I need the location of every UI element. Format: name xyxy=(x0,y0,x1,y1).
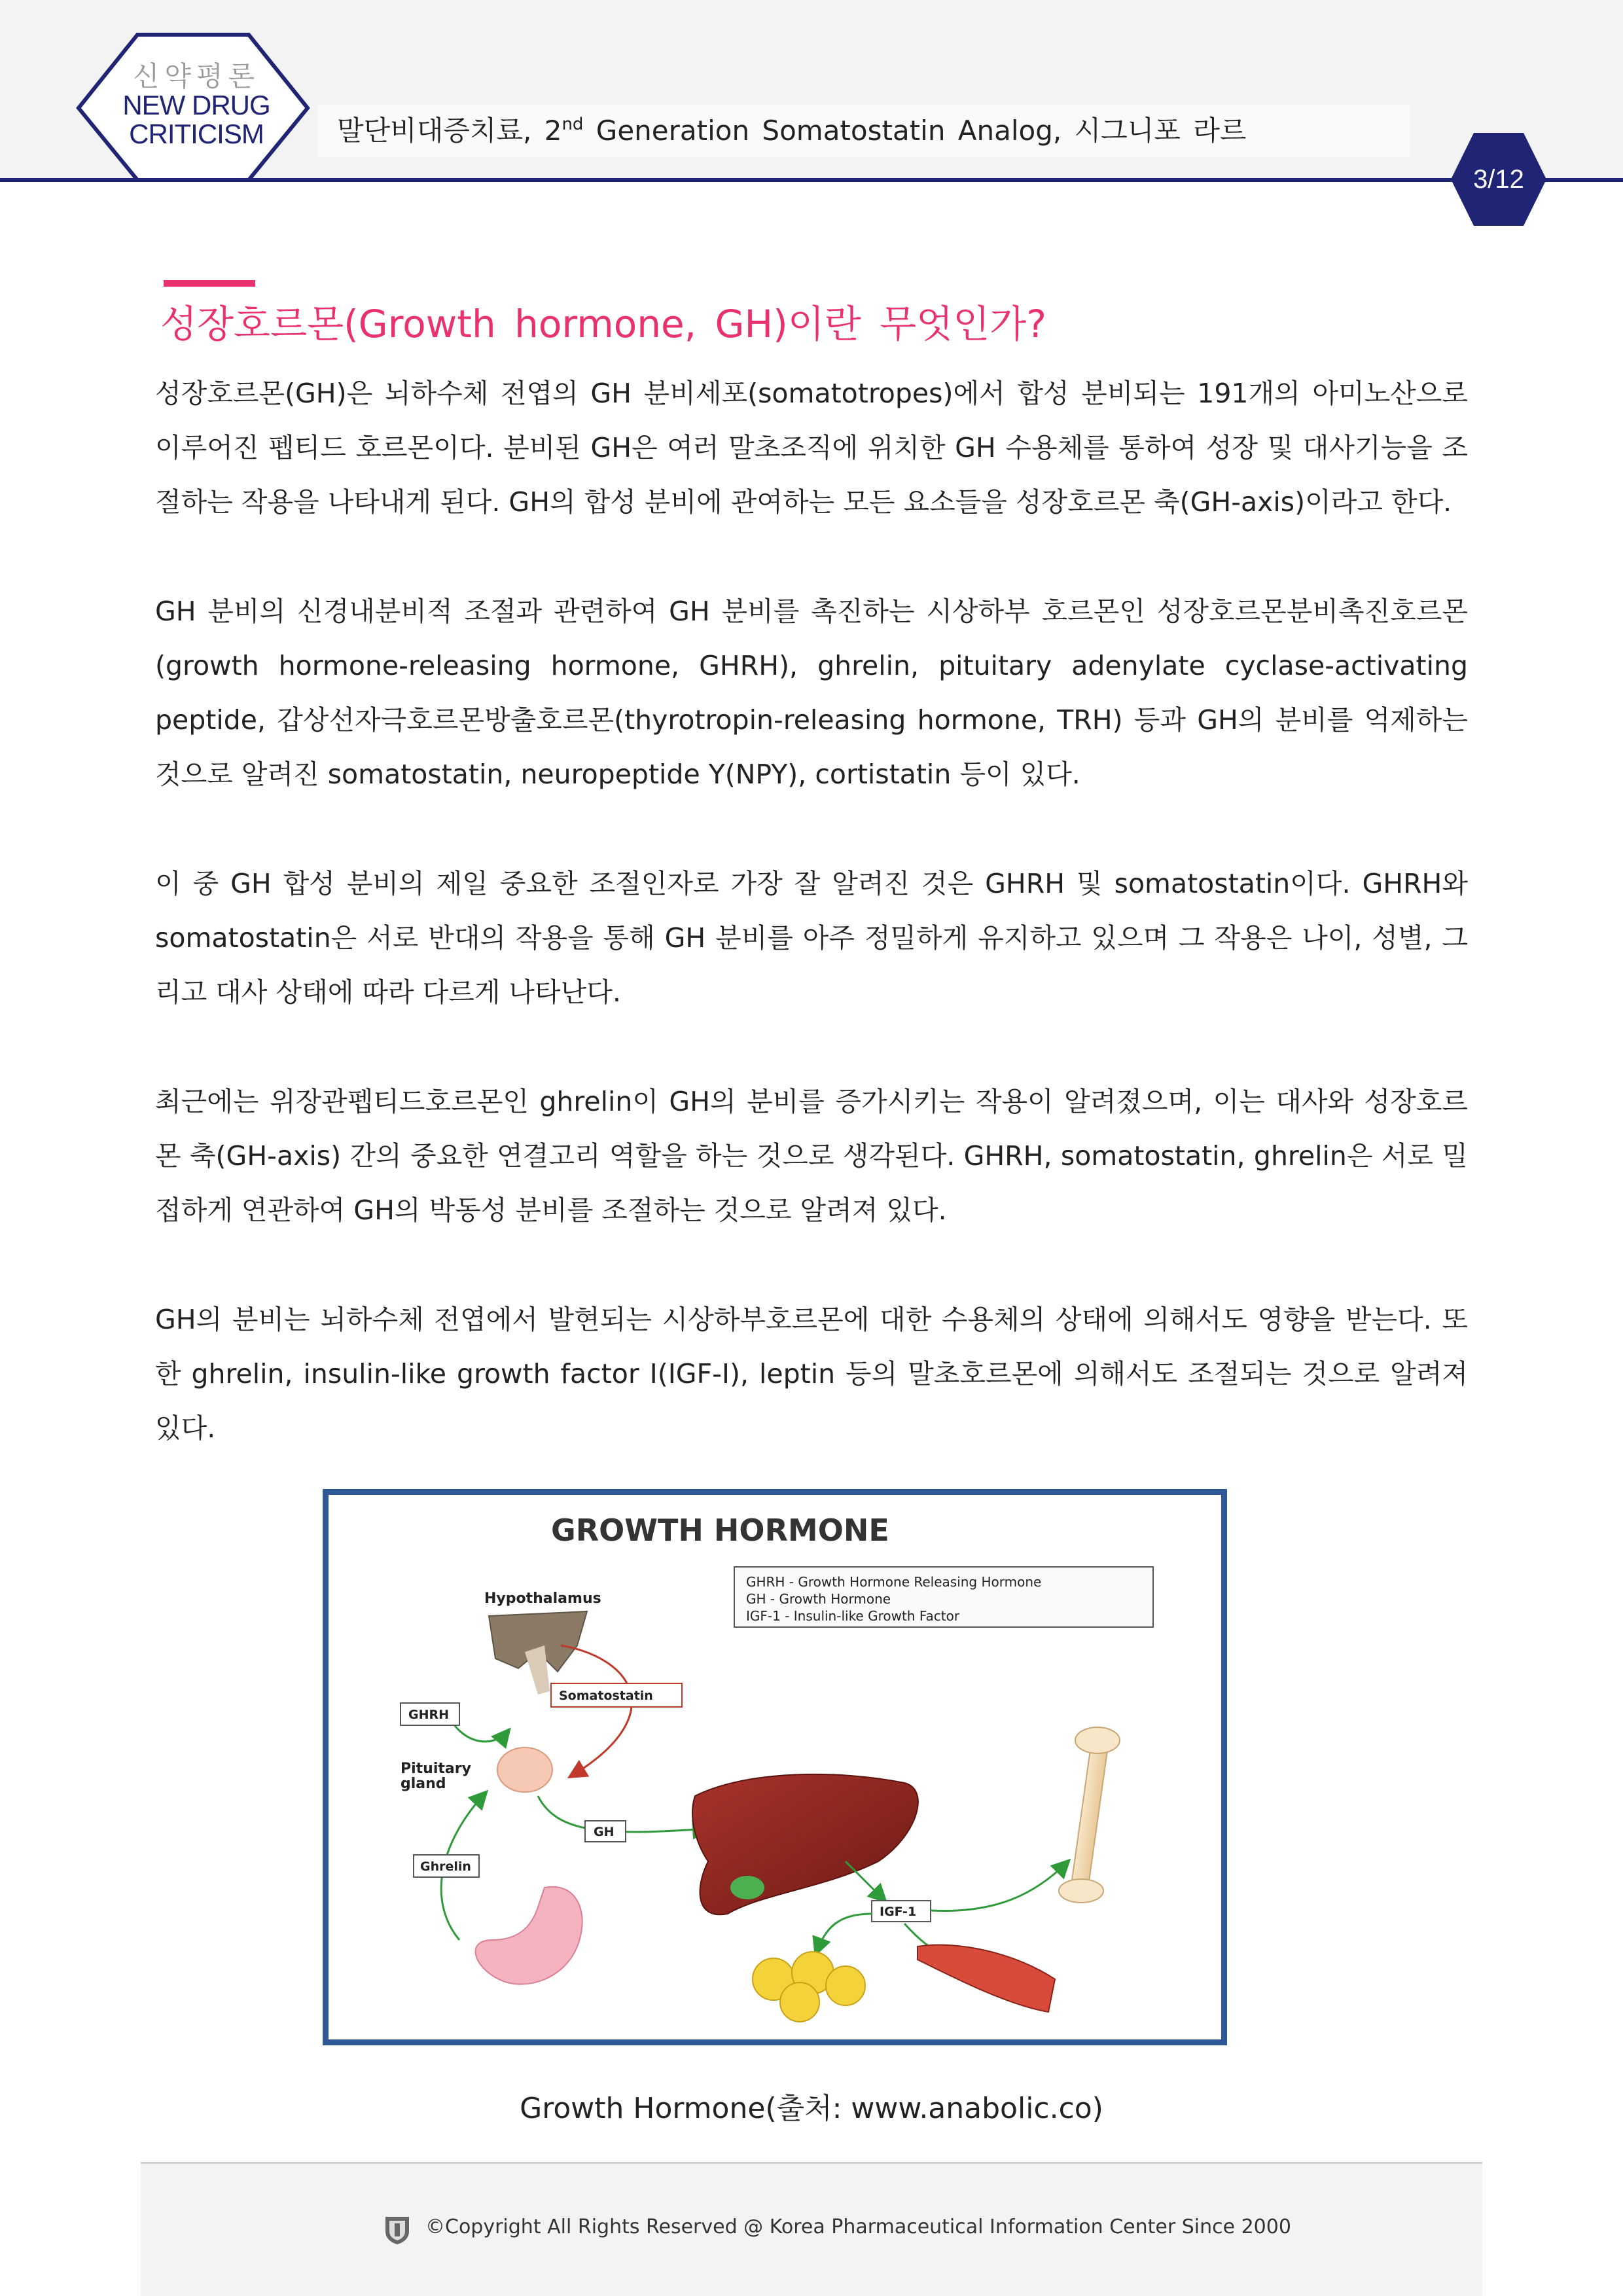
legend-item-ghrh: GHRH - Growth Hormone Releasing Hormone xyxy=(746,1574,1042,1590)
igf1-to-bone-arrow xyxy=(931,1861,1068,1911)
label-gh: GH xyxy=(594,1825,615,1839)
body-text xyxy=(155,367,1468,1511)
legend-item-igf1: IGF-1 - Insulin-like Growth Factor xyxy=(746,1608,960,1624)
header-title-superscript: nd xyxy=(562,115,584,134)
label-pituitary-line1: Pituitary xyxy=(401,1761,471,1777)
muscle-shape xyxy=(918,1945,1055,2012)
header-title-post: Generation Somatostatin Analog, 시그니포 라르 xyxy=(583,115,1247,147)
paragraph-1: 성장호르몬(GH)은 뇌하수체 전엽의 GH 분비세포(somatotropes)에서 합성 분비되는 191개의 아미노산으로 이루어진 펩티드 호르몬이다. 분비된 GH은 여러 말초조직에 위치한 GH 수용체를 통하여 성장 및 대사기능을 조절하는 작용을 나타내게 된다. GH의 합성 분비에 관여하는 모든 요소들을 성장호르몬 축(GH-axis)이라고 한다. xyxy=(155,378,1468,518)
pituitary-gland-shape xyxy=(497,1748,552,1792)
label-ghrh: GHRH xyxy=(408,1708,450,1722)
bone-shape xyxy=(1059,1727,1120,1903)
footer-copyright: ©Copyright All Rights Reserved @ Korea Pharmaceutical Information Center Since 2000 xyxy=(425,2215,1291,2238)
label-ghrelin: Ghrelin xyxy=(420,1859,471,1874)
label-hypothalamus: Hypothalamus xyxy=(484,1590,601,1607)
paragraph-5: GH의 분비는 뇌하수체 전엽에서 발현되는 시상하부호르몬에 대한 수용체의 상태에 의해서도 영향을 받는다. 또한 ghrelin, insulin-like growth factor I(IGF-I), leptin 등의 말초호르몬에 의해서도 조절되는 것으로 알려져 있다. xyxy=(155,1304,1468,1444)
section-title: 성장호르몬(Growth hormone, GH)이란 무엇인가? xyxy=(160,302,1047,346)
growth-hormone-diagram xyxy=(329,1495,1221,2039)
legend-item-gh: GH - Growth Hormone xyxy=(746,1591,891,1607)
header-title-pre: 말단비대증치료, 2 xyxy=(337,115,562,147)
somatostatin-arrow xyxy=(561,1645,632,1776)
paragraph-3: 이 중 GH 합성 분비의 제일 중요한 조절인자로 가장 잘 알려진 것은 GHRH 및 somatostatin이다. GHRH와 somatostatin은 서로 반대의 작용을 통해 GH 분비를 아주 정밀하게 유지하고 있으며 그 작용은 나이, 성별, 그리고 대사 상태에 따라 다르게 나타난다. xyxy=(155,868,1468,1008)
logo-korean: 신약평론 xyxy=(132,61,260,92)
page-number: 3/12 xyxy=(1473,165,1524,194)
igf1-to-fat-arrow xyxy=(816,1914,872,1953)
document-header-title xyxy=(317,105,1410,157)
stomach-shape xyxy=(476,1887,582,1984)
figure-title: GROWTH HORMONE xyxy=(551,1513,889,1548)
section-accent-bar xyxy=(164,280,255,287)
figure-caption: Growth Hormone(출처: www.anabolic.co) xyxy=(520,2092,1103,2125)
growth-hormone-figure xyxy=(323,1489,1227,2045)
fat-cells-shape xyxy=(753,1952,865,2022)
paragraph-4: 최근에는 위장관펩티드호르몬인 ghrelin이 GH의 분비를 증가시키는 작용이 알려졌으며, 이는 대사와 성장호르몬 축(GH-axis) 간의 중요한 연결고리 역할을 하는 것으로 생각된다. GHRH, somatostatin, ghrelin은 서로 밀접하게 연관하여 GH의 박동성 분비를 조절하는 것으로 알려져 있다. xyxy=(155,1086,1468,1226)
logo-english-line1: NEW DRUG xyxy=(122,90,270,121)
label-somatostatin: Somatostatin xyxy=(559,1689,653,1703)
logo-english-line2: CRITICISM xyxy=(129,118,264,150)
label-igf1: IGF-1 xyxy=(880,1905,917,1919)
gallbladder-shape xyxy=(730,1876,764,1899)
shield-icon xyxy=(383,2214,412,2246)
label-pituitary-line2: gland xyxy=(401,1776,446,1792)
paragraph-2: GH 분비의 신경내분비적 조절과 관련하여 GH 분비를 촉진하는 시상하부 호르몬인 성장호르몬분비촉진호르몬(growth hormone-releasing hormone, GHRH), ghrelin, pituitary adenylate cyclase-activating peptide, 갑상선자극호르몬방출호르몬(thyrotropin-releasing hormone, TRH) 등과 GH의 분비를 억제하는 것으로 알려진 somatostatin, neuropeptide Y(NPY), cortistatin 등이 있다. xyxy=(155,596,1468,790)
logo xyxy=(98,62,294,149)
liver-shape xyxy=(692,1774,918,1914)
